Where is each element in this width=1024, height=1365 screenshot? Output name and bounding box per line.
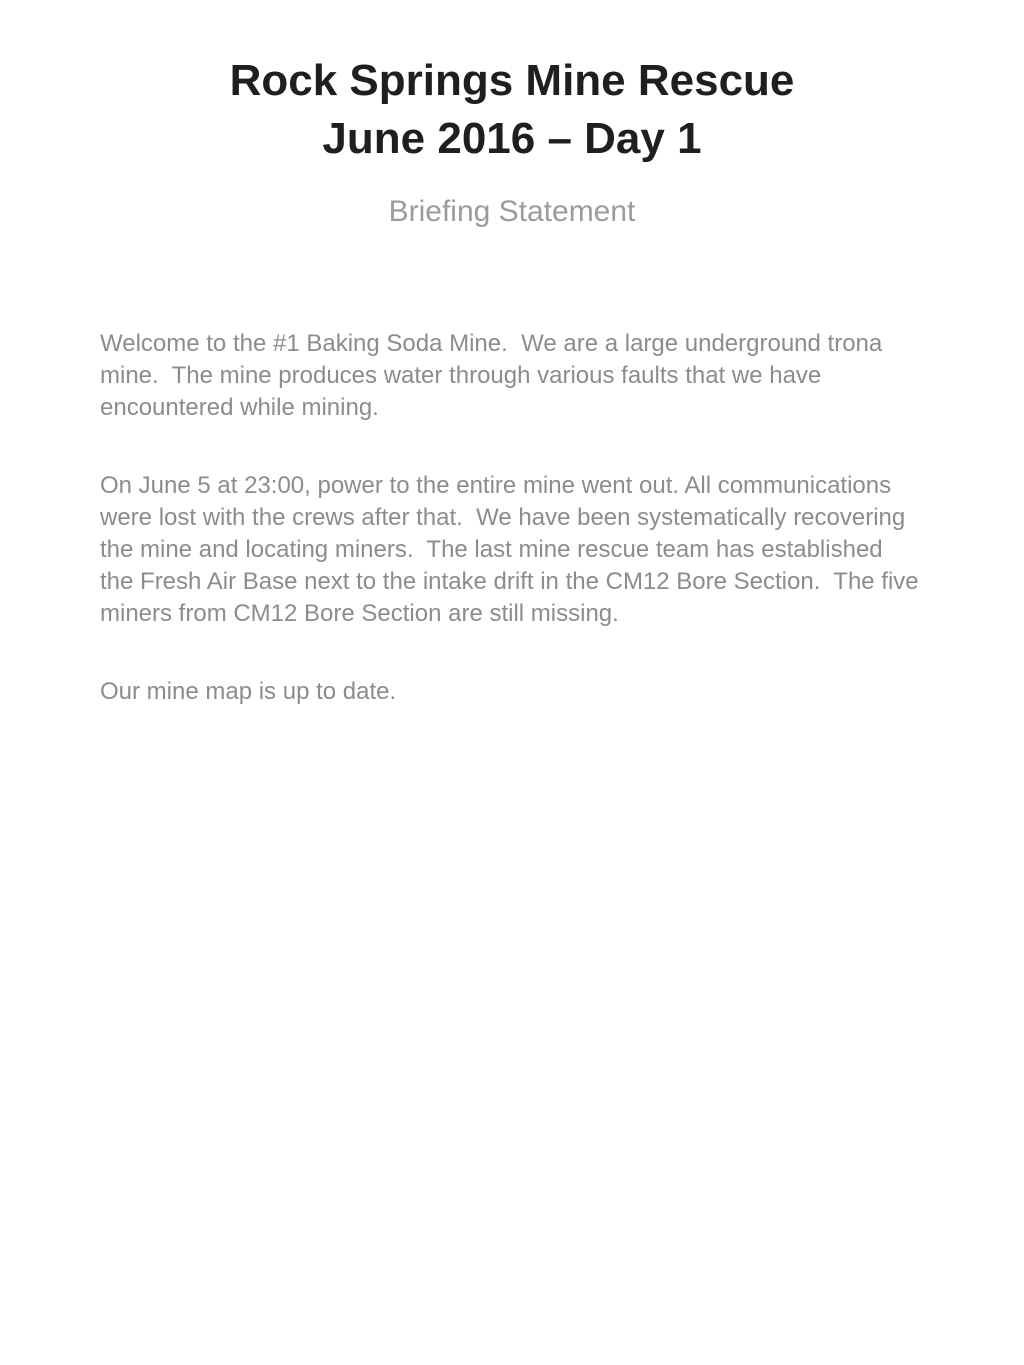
slide-title-line-2: June 2016 – Day 1	[322, 114, 702, 164]
briefing-paragraph-map: Our mine map is up to date.	[100, 678, 397, 705]
briefing-paragraph-welcome: Welcome to the #1 Baking Soda Mine. We are a large underground trona mine. The mine produces water through various faults that we have encountered while mining.	[100, 330, 889, 421]
briefing-paragraph-incident: On June 5 at 23:00, power to the entire mine went out. All communications were lost with the crews after that. We have been systematically recovering the mine and locating miners. The last mine rescue team has established the Fresh Air Base next to the intake drift in the CM12 Bore Section. The five miners from CM12 Bore Section are still missing.	[100, 472, 926, 627]
slide-title-line-1: Rock Springs Mine Rescue	[229, 56, 795, 105]
slide-subtitle: Briefing Statement	[388, 195, 636, 229]
slide-title	[0, 0, 1024, 168]
briefing-statement-body	[100, 328, 926, 754]
